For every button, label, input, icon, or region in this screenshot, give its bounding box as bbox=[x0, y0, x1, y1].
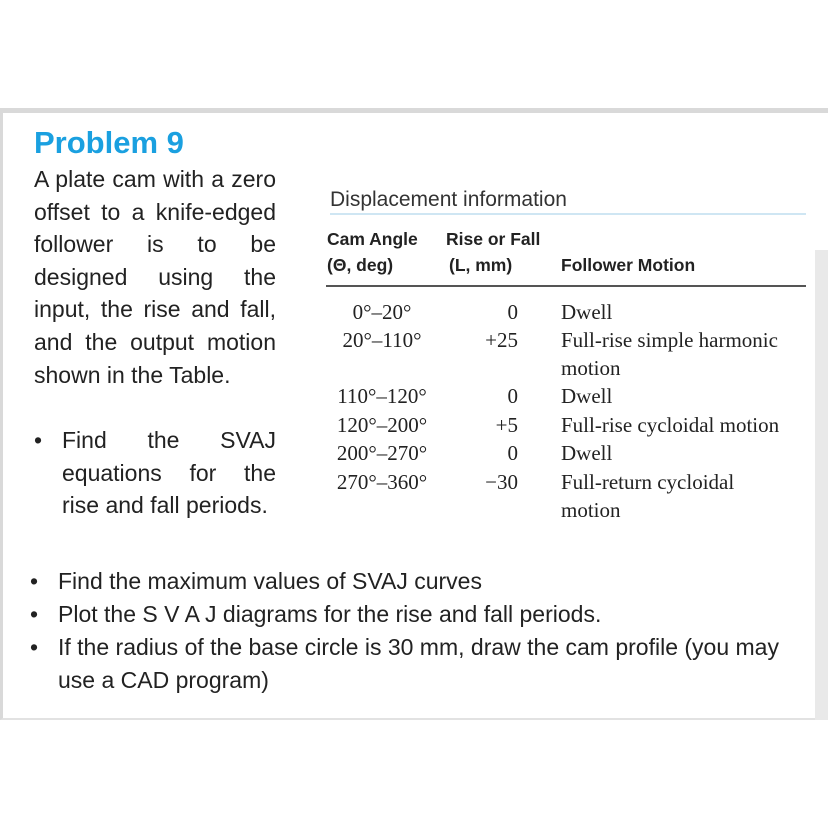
table-cell-motion-cont: motion bbox=[561, 498, 621, 522]
table-cell-motion: Dwell bbox=[561, 300, 613, 324]
bullet-text: Find the maximum values of SVAJ curves bbox=[58, 568, 482, 594]
table-cell-angle: 120°–200° bbox=[336, 413, 428, 437]
table-caption: Displacement information bbox=[330, 188, 567, 211]
table-cell-rise: 0 bbox=[507, 384, 518, 408]
header-rule bbox=[326, 285, 806, 287]
table-cell-motion-cont: motion bbox=[561, 356, 621, 380]
bullet-text: If the radius of the base circle is 30 mm, draw the cam profile (you may use a CAD program) bbox=[58, 634, 779, 693]
bullet-list bbox=[30, 565, 810, 697]
bullet-item bbox=[30, 565, 810, 598]
header-cam-angle-unit: (Θ, deg) bbox=[327, 255, 394, 275]
table-cell-motion: Full-rise cycloidal motion bbox=[561, 413, 780, 437]
table-cell-motion: Dwell bbox=[561, 441, 613, 465]
header-follower-motion: Follower Motion bbox=[561, 255, 696, 275]
bullet-text: Plot the S V A J diagrams for the rise and fall periods. bbox=[58, 601, 602, 627]
caption-rule bbox=[330, 213, 806, 215]
table-cell-rise: −30 bbox=[485, 470, 518, 494]
problem-title: Problem 9 bbox=[34, 125, 184, 160]
table-cell-angle: 110°–120° bbox=[337, 384, 427, 408]
bullet-dot: • bbox=[30, 601, 39, 627]
table-cell-rise: 0 bbox=[507, 300, 518, 324]
bullet-item bbox=[30, 631, 810, 697]
table-cell-angle: 0°–20° bbox=[352, 300, 412, 324]
table-cell-rise: 0 bbox=[507, 441, 518, 465]
table-cell-motion: Full-rise simple harmonic bbox=[561, 328, 778, 352]
slide-right-edge bbox=[815, 250, 828, 720]
bullet-dot: • bbox=[30, 568, 39, 594]
header-rise-fall-unit: (L, mm) bbox=[449, 255, 513, 275]
bullet-item bbox=[34, 424, 276, 522]
bullet-text: Find the SVAJ equations for the rise and fall periods. bbox=[62, 427, 276, 519]
table-cell-rise: +25 bbox=[485, 328, 518, 352]
table-cell-angle: 200°–270° bbox=[336, 441, 428, 465]
problem-intro: A plate cam with a zero offset to a knife-edged follower is to be designed using the input, the rise and fall, and the output motion shown in the Table. bbox=[34, 166, 276, 388]
header-rise-fall: Rise or Fall bbox=[446, 229, 541, 249]
header-cam-angle: Cam Angle bbox=[327, 229, 418, 249]
bullet-dot: • bbox=[34, 427, 43, 453]
table-cell-rise: +5 bbox=[495, 413, 518, 437]
table-cell-angle: 20°–110° bbox=[342, 328, 422, 352]
bullet-dot: • bbox=[30, 634, 39, 660]
table-cell-motion: Dwell bbox=[561, 384, 613, 408]
table-cell-angle: 270°–360° bbox=[336, 470, 428, 494]
bullet-item bbox=[30, 598, 810, 631]
table-cell-motion: Full-return cycloidal bbox=[561, 470, 735, 494]
